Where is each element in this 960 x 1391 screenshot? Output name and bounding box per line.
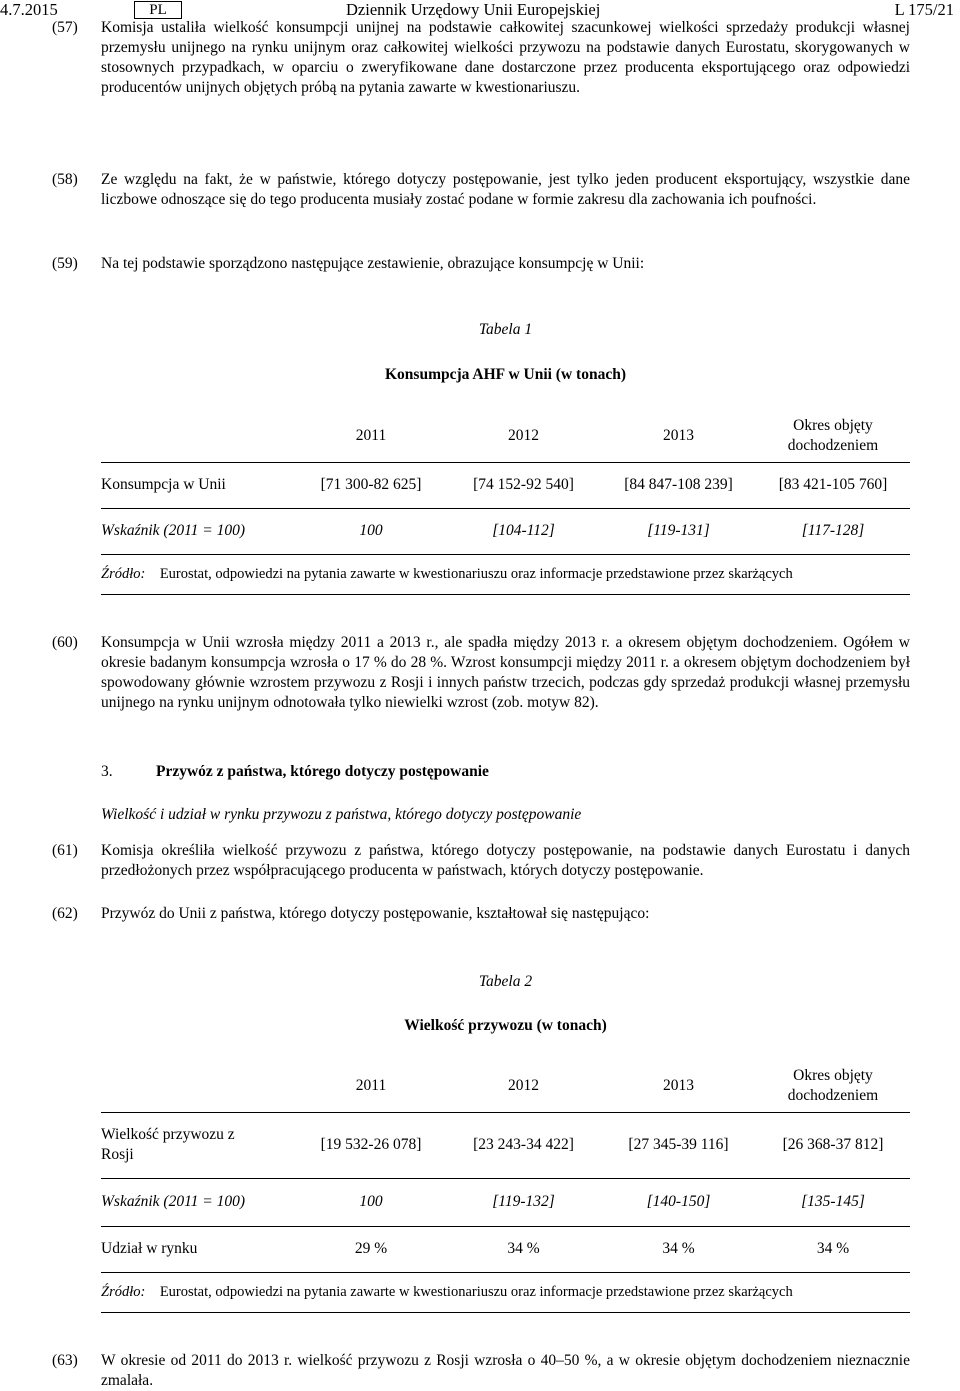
- header-cell-empty: [101, 410, 296, 462]
- header-cell: 2013: [601, 410, 756, 462]
- table-cell: [104-112]: [446, 508, 601, 554]
- table-2-label: Tabela 2: [478, 973, 533, 990]
- row-label-text: Wielkość przywozu z Rosji: [101, 1126, 235, 1163]
- row-label: Wskaźnik (2011 = 100): [101, 1178, 296, 1226]
- table-cell: 100: [296, 508, 446, 554]
- paragraph-number: (57): [52, 19, 78, 36]
- table-1-title: Konsumpcja AHF w Unii (w tonach): [385, 366, 626, 383]
- table-row: [101, 462, 910, 508]
- table-cell: [23 243-34 422]: [446, 1112, 601, 1178]
- table-source: [101, 554, 910, 594]
- table-cell: [135-145]: [756, 1178, 910, 1226]
- table-header-row: [101, 410, 910, 462]
- table-cell: 34 %: [601, 1226, 756, 1272]
- header-cell: Okres objęty dochodzeniem: [756, 410, 910, 462]
- table-cell: 34 %: [446, 1226, 601, 1272]
- paragraph-text: W okresie od 2011 do 2013 r. wielkość przywozu z Rosji wzrosła o 40–50 %, a w okresie objętym dochodzeniem nieznacznie zmalała.: [101, 1352, 910, 1389]
- table-cell: 100: [296, 1178, 446, 1226]
- section-subtitle: Wielkość i udział w rynku przywozu z państwa, którego dotyczy postępowanie: [101, 806, 582, 823]
- row-label: [101, 1112, 296, 1178]
- table-cell: [140-150]: [601, 1178, 756, 1226]
- table-row: [101, 1112, 910, 1178]
- source-label: Źródło:: [101, 566, 146, 582]
- row-label: Udział w rynku: [101, 1226, 296, 1272]
- table-cell: [71 300-82 625]: [296, 462, 446, 508]
- paragraph-text: Komisja określiła wielkość przywozu z państwa, którego dotyczy postępowanie, na podstawie danych Eurostatu i danych przedłożonych przez współpracującego producenta w państwach, których dotyczy postępowanie.: [101, 842, 910, 879]
- page-number: L 175/21: [894, 0, 954, 19]
- table-2-title: Wielkość przywozu (w tonach): [404, 1017, 607, 1034]
- table-cell: [19 532-26 078]: [296, 1112, 446, 1178]
- table-1: [101, 410, 910, 595]
- source-text: Eurostat, odpowiedzi na pytania zawarte w kwestionariuszu oraz informacje przedstawione przez skarżących: [159, 566, 793, 582]
- paragraph-text: Na tej podstawie sporządzono następujące zestawienie, obrazujące konsumpcję w Unii:: [101, 255, 645, 272]
- header-cell-empty: [101, 1060, 296, 1112]
- paragraph-number: (62): [52, 905, 78, 922]
- table-cell: [26 368-37 812]: [756, 1112, 910, 1178]
- table-1-label: Tabela 1: [478, 321, 533, 338]
- header-cell: 2012: [446, 1060, 601, 1112]
- table-row: [101, 1226, 910, 1272]
- publication-date: 4.7.2015: [0, 0, 58, 19]
- table-row: [101, 1178, 910, 1226]
- paragraph-text: Ze względu na fakt, że w państwie, którego dotyczy postępowanie, jest tylko jeden producent eksportujący, wszystkie dane liczbowe odnoszące się do tego producenta musiały zostać podane w formie zakresu dla zachowania ich poufności.: [101, 171, 910, 208]
- section-title: Przywóz z państwa, którego dotyczy postępowanie: [156, 763, 489, 780]
- table-cell: [74 152-92 540]: [446, 462, 601, 508]
- table-cell: [83 421-105 760]: [756, 462, 910, 508]
- header-cell: 2012: [446, 410, 601, 462]
- paragraph-text: Konsumpcja w Unii wzrosła między 2011 a 2013 r., ale spadła między 2013 r. a okresem objętym dochodzeniem. Ogółem w okresie badanym konsumpcja wzrosła o 17 % do 28 %. Wzrost konsumpcji między 2011 r. a okresem objętym dochodzeniem był spowodowany głównie wzrostem przywozu z Rosji i innych państw trzecich, podczas gdy sprzedaż produkcji własnej przemysłu unijnego na rynku unijnym odnotowała tylko niewielki wzrost (zob. motyw 82).: [101, 634, 910, 711]
- table-cell: [84 847-108 239]: [601, 462, 756, 508]
- header-cell: 2011: [296, 1060, 446, 1112]
- table-header-row: [101, 1060, 910, 1112]
- header-cell: 2011: [296, 410, 446, 462]
- paragraph-number: (63): [52, 1352, 78, 1369]
- source-text: Eurostat, odpowiedzi na pytania zawarte w kwestionariuszu oraz informacje przedstawione przez skarżących: [159, 1284, 793, 1300]
- header-cell: 2013: [601, 1060, 756, 1112]
- section-number: 3.: [101, 763, 113, 780]
- table-cell: [119-131]: [601, 508, 756, 554]
- row-label: Wskaźnik (2011 = 100): [101, 508, 296, 554]
- journal-title: Dziennik Urzędowy Unii Europejskiej: [346, 0, 601, 19]
- table-cell: 34 %: [756, 1226, 910, 1272]
- source-label: Źródło:: [101, 1284, 146, 1300]
- table-cell: [27 345-39 116]: [601, 1112, 756, 1178]
- table-cell: [119-132]: [446, 1178, 601, 1226]
- paragraph-number: (58): [52, 171, 78, 188]
- paragraph-number: (59): [52, 255, 78, 272]
- paragraph-number: (61): [52, 842, 78, 859]
- table-source-row: [101, 1272, 910, 1312]
- table-cell: [117-128]: [756, 508, 910, 554]
- table-cell: 29 %: [296, 1226, 446, 1272]
- header-cell: Okres objęty dochodzeniem: [756, 1060, 910, 1112]
- language-box: PL: [134, 1, 182, 19]
- table-source: [101, 1272, 910, 1312]
- paragraph-text: Komisja ustaliła wielkość konsumpcji unijnej na podstawie całkowitej szacunkowej wielkości sprzedaży produkcji własnej przemysłu unijnego na rynku unijnym oraz całkowitej wielkości przywozu na podstawie danych Eurostatu, skorygowanych w stosownych przypadkach, w oparciu o zweryfikowane dane dostarczone przez producenta eksportującego oraz odpowiedzi producentów unijnych objętych próbą na pytania zawarte w kwestionariuszu.: [101, 19, 910, 96]
- paragraph-number: (60): [52, 634, 78, 651]
- table-source-row: [101, 554, 910, 594]
- paragraph-text: Przywóz do Unii z państwa, którego dotyczy postępowanie, kształtował się następująco:: [101, 905, 650, 922]
- row-label: Konsumpcja w Unii: [101, 462, 296, 508]
- table-2: [101, 1060, 910, 1313]
- table-row: [101, 508, 910, 554]
